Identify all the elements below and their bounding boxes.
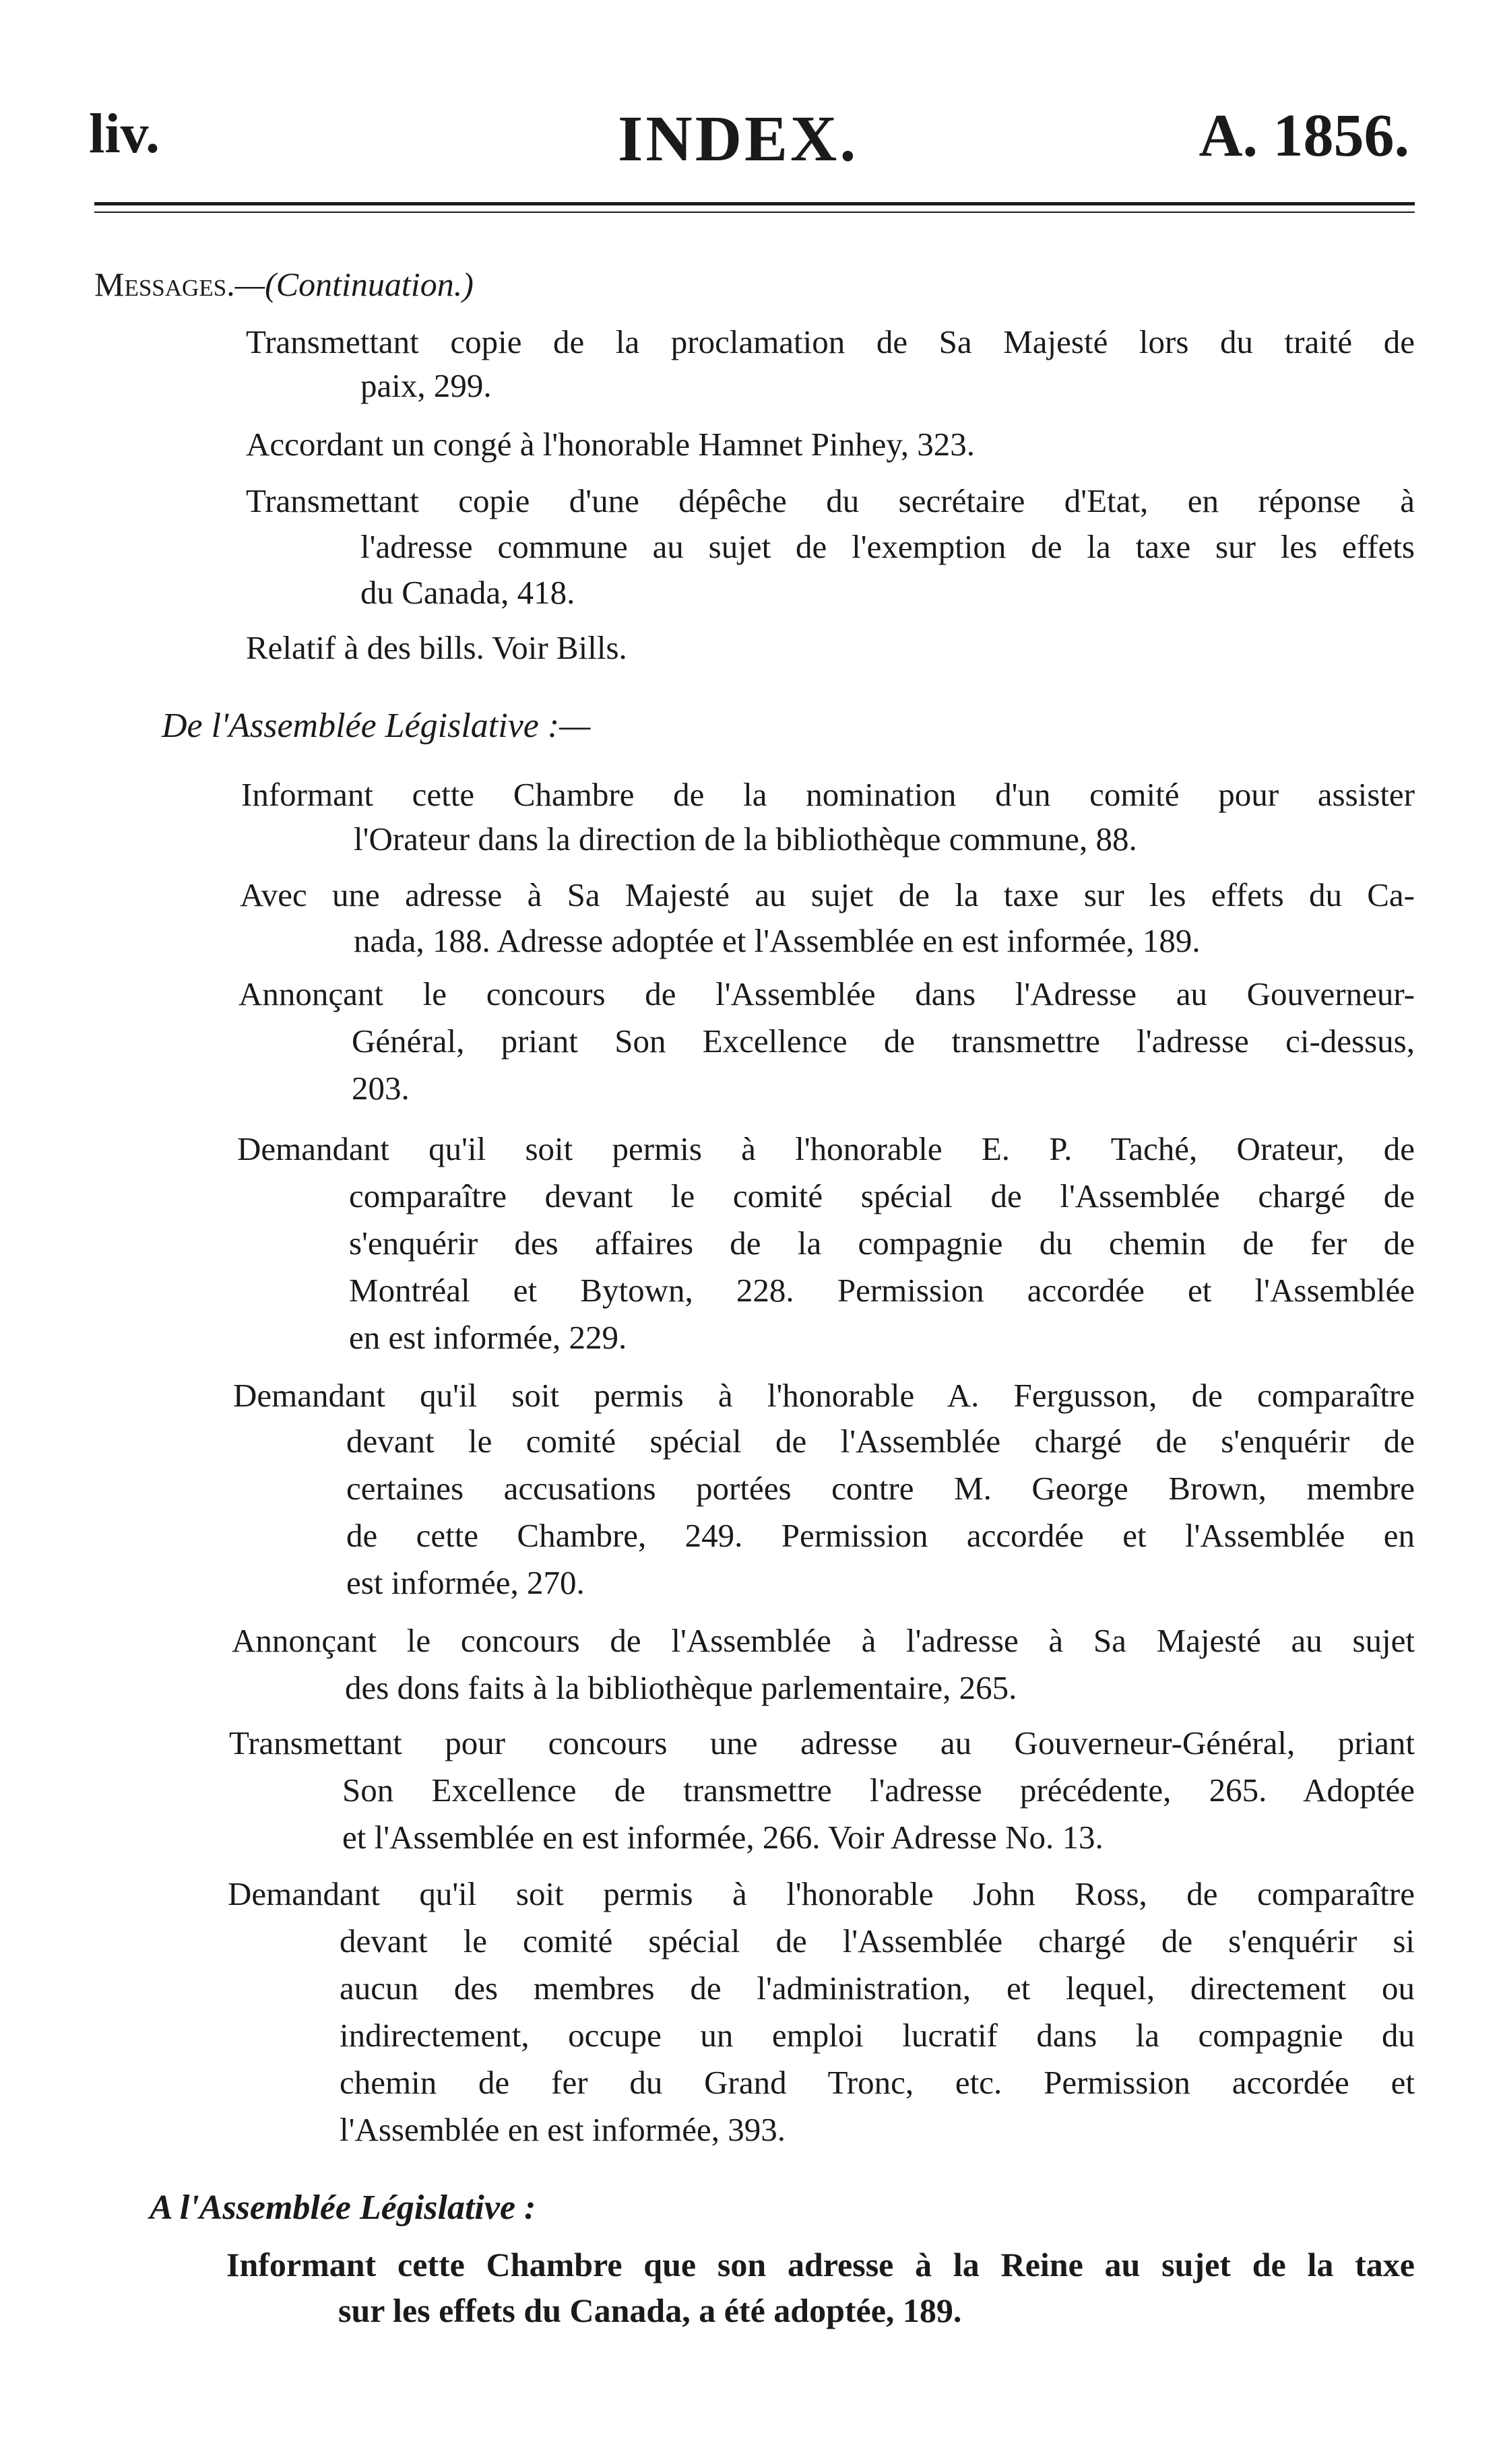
header-rule xyxy=(94,202,1415,205)
entry-line: nada, 188. Adresse adoptée et l'Assemblée en est informée, 189. xyxy=(354,922,1201,959)
entry-line: certaines accusations portées contre M. George Brown, membre xyxy=(346,1470,1415,1507)
entry-line: du Canada, 418. xyxy=(360,574,575,611)
entry-line: Informant cette Chambre de la nomination d'un comité pour assister xyxy=(241,776,1415,813)
entry-line: chemin de fer du Grand Tronc, etc. Permission accordée et xyxy=(340,2064,1415,2101)
entry-line: indirectement, occupe un emploi lucratif dans la compagnie du xyxy=(340,2017,1415,2054)
entry-line: Général, priant Son Excellence de transmettre l'adresse ci-dessus, xyxy=(352,1023,1415,1060)
entry-line: s'enquérir des affaires de la compagnie du chemin de fer de xyxy=(349,1225,1415,1262)
entry-line: comparaître devant le comité spécial de l'Assemblée chargé de xyxy=(349,1177,1415,1214)
entry-line: l'adresse commune au sujet de l'exemption de la taxe sur les effets xyxy=(360,528,1415,565)
entry-line: et l'Assemblée en est informée, 266. Voir Adresse No. 13. xyxy=(342,1819,1104,1856)
page-header xyxy=(89,101,1409,175)
page-year: A. 1856. xyxy=(1199,102,1409,169)
section-title: Messages. xyxy=(94,265,235,303)
section-continuation: —(Continuation.) xyxy=(234,265,474,303)
entry-line: l'Assemblée en est informée, 393. xyxy=(340,2111,786,2148)
entry-line: paix, 299. xyxy=(360,367,492,404)
entry-line: Transmettant pour concours une adresse au Gouverneur-Général, priant xyxy=(229,1724,1415,1761)
entry-line: Montréal et Bytown, 228. Permission accordée et l'Assemblée xyxy=(349,1272,1415,1309)
entry-line: en est informée, 229. xyxy=(349,1319,627,1356)
section-heading xyxy=(94,263,474,306)
entry-line: 203. xyxy=(352,1070,410,1107)
entry-line: aucun des membres de l'administration, et lequel, directement ou xyxy=(340,1970,1415,2007)
entry-line: Annonçant le concours de l'Assemblée dans l'Adresse au Gouverneur- xyxy=(238,975,1415,1012)
entry-line: est informée, 270. xyxy=(346,1564,585,1601)
entry-line: Avec une adresse à Sa Majesté au sujet de la taxe sur les effets du Ca- xyxy=(240,876,1415,913)
entry-line: Relatif à des bills. Voir Bills. xyxy=(246,629,627,666)
entry-line: Annonçant le concours de l'Assemblée à l'adresse à Sa Majesté au sujet xyxy=(232,1622,1415,1659)
entry-line: sur les effets du Canada, a été adoptée, 189. xyxy=(338,2292,962,2329)
entry-line: Transmettant copie d'une dépêche du secrétaire d'Etat, en réponse à xyxy=(246,482,1415,519)
entry-line: l'Orateur dans la direction de la bibliothèque commune, 88. xyxy=(354,820,1137,857)
entry-line: Son Excellence de transmettre l'adresse précédente, 265. Adoptée xyxy=(342,1772,1415,1809)
entry-line: Informant cette Chambre que son adresse à la Reine au sujet de la taxe xyxy=(226,2246,1415,2283)
entry-line: de cette Chambre, 249. Permission accordée et l'Assemblée en xyxy=(346,1517,1415,1554)
entry-line: Transmettant copie de la proclamation de Sa Majesté lors du traité de xyxy=(246,323,1415,360)
page-title: INDEX. xyxy=(618,102,859,174)
entry-line: devant le comité spécial de l'Assemblée chargé de s'enquérir si xyxy=(340,1922,1415,1959)
entry-line: Accordant un congé à l'honorable Hamnet Pinhey, 323. xyxy=(246,426,975,463)
entry-line: devant le comité spécial de l'Assemblée chargé de s'enquérir de xyxy=(346,1423,1415,1460)
entry-line: Demandant qu'il soit permis à l'honorable A. Fergusson, de comparaître xyxy=(233,1377,1415,1414)
subsection-heading: A l'Assemblée Législative : xyxy=(150,2189,536,2227)
header-rule-thin xyxy=(94,212,1415,213)
entry-line: Demandant qu'il soit permis à l'honorable E. P. Taché, Orateur, de xyxy=(237,1130,1415,1167)
page-number: liv. xyxy=(89,102,160,165)
entry-line: Demandant qu'il soit permis à l'honorable John Ross, de comparaître xyxy=(228,1875,1415,1912)
entry-line: des dons faits à la bibliothèque parlementaire, 265. xyxy=(345,1669,1017,1706)
subsection-heading: De l'Assemblée Législative :— xyxy=(162,707,591,745)
